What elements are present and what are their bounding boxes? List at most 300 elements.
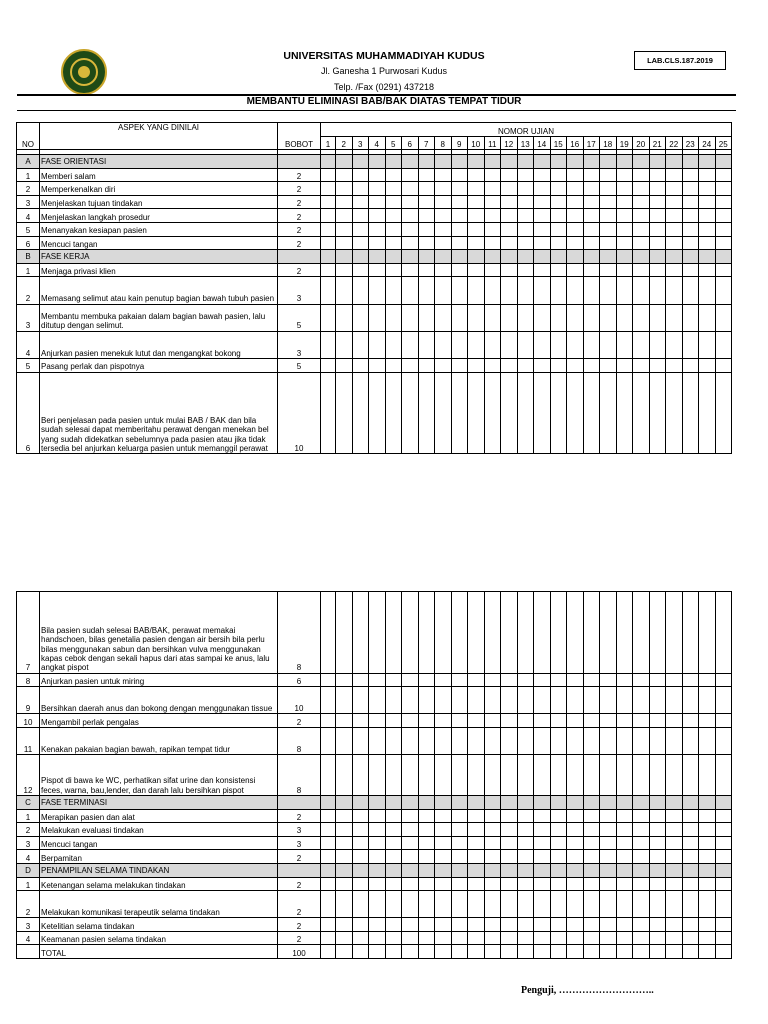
score-cell: [567, 222, 584, 236]
exam-number-21: 21: [649, 137, 666, 150]
score-cell: [600, 727, 617, 754]
score-cell: [321, 182, 336, 196]
score-cell: [517, 809, 534, 823]
criteria-number: 10: [17, 714, 40, 728]
score-cell: [484, 331, 501, 358]
score-cell: [321, 809, 336, 823]
criteria-number: 1: [17, 809, 40, 823]
score-cell: [633, 714, 650, 728]
score-cell: [435, 182, 452, 196]
score-cell: [666, 222, 683, 236]
score-cell: [633, 809, 650, 823]
score-cell: [501, 755, 518, 796]
score-cell: [649, 304, 666, 331]
criteria-text: Ketelitian selama tindakan: [40, 918, 278, 932]
score-cell: [321, 918, 336, 932]
score-cell: [385, 714, 402, 728]
score-cell: [550, 945, 567, 959]
score-cell: [583, 850, 600, 864]
score-cell: [550, 222, 567, 236]
exam-number-17: 17: [583, 137, 600, 150]
score-cell: [451, 372, 468, 454]
score-cell: [534, 592, 551, 674]
score-cell: [369, 795, 386, 809]
score-cell: [616, 331, 633, 358]
score-cell: [534, 168, 551, 182]
score-cell: [666, 592, 683, 674]
score-cell: [484, 358, 501, 372]
score-cell: [402, 222, 419, 236]
score-cell: [402, 168, 419, 182]
score-cell: [418, 714, 435, 728]
score-cell: [600, 236, 617, 250]
score-cell: [666, 714, 683, 728]
score-cell: [321, 304, 336, 331]
criteria-bobot: 2: [278, 918, 321, 932]
score-cell: [402, 263, 419, 277]
score-cell: [699, 836, 716, 850]
score-cell: [649, 168, 666, 182]
score-cell: [649, 931, 666, 945]
criteria-bobot: 2: [278, 809, 321, 823]
score-cell: [402, 236, 419, 250]
score-cell: [633, 823, 650, 837]
score-cell: [616, 277, 633, 304]
score-cell: [583, 250, 600, 264]
score-cell: [484, 304, 501, 331]
score-cell: [715, 863, 732, 877]
assessment-table-part-1: [16, 122, 732, 454]
score-cell: [418, 687, 435, 714]
score-cell: [600, 836, 617, 850]
score-cell: [682, 331, 699, 358]
score-cell: [321, 673, 336, 687]
score-cell: [451, 195, 468, 209]
score-cell: [468, 263, 485, 277]
score-cell: [699, 304, 716, 331]
criteria-bobot: 2: [278, 222, 321, 236]
score-cell: [385, 755, 402, 796]
score-cell: [616, 155, 633, 169]
score-cell: [484, 809, 501, 823]
score-cell: [633, 727, 650, 754]
score-cell: [418, 304, 435, 331]
score-cell: [501, 182, 518, 196]
score-cell: [633, 673, 650, 687]
exam-number-18: 18: [600, 137, 617, 150]
score-cell: [451, 850, 468, 864]
score-cell: [715, 673, 732, 687]
score-cell: [550, 155, 567, 169]
score-cell: [534, 673, 551, 687]
score-cell: [567, 195, 584, 209]
score-cell: [468, 727, 485, 754]
criteria-bobot: 2: [278, 931, 321, 945]
university-address: Jl. Ganesha 1 Purwosari Kudus: [320, 66, 448, 76]
score-cell: [418, 877, 435, 891]
score-cell: [336, 331, 353, 358]
score-cell: [699, 755, 716, 796]
score-cell: [336, 891, 353, 918]
score-cell: [435, 850, 452, 864]
score-cell: [369, 823, 386, 837]
score-cell: [418, 727, 435, 754]
score-cell: [699, 182, 716, 196]
score-cell: [715, 755, 732, 796]
score-cell: [484, 222, 501, 236]
score-cell: [501, 931, 518, 945]
score-cell: [567, 918, 584, 932]
score-cell: [649, 823, 666, 837]
exam-number-23: 23: [682, 137, 699, 150]
score-cell: [321, 250, 336, 264]
criteria-row: [17, 755, 732, 796]
exam-number-10: 10: [468, 137, 485, 150]
score-cell: [682, 592, 699, 674]
score-cell: [501, 277, 518, 304]
score-cell: [336, 714, 353, 728]
criteria-number: 4: [17, 331, 40, 358]
score-cell: [600, 209, 617, 223]
score-cell: [550, 277, 567, 304]
criteria-row: [17, 836, 732, 850]
score-cell: [336, 727, 353, 754]
score-cell: [616, 372, 633, 454]
score-cell: [321, 358, 336, 372]
score-cell: [435, 795, 452, 809]
score-cell: [385, 331, 402, 358]
score-cell: [418, 331, 435, 358]
score-cell: [534, 331, 551, 358]
score-cell: [435, 331, 452, 358]
score-cell: [435, 836, 452, 850]
score-cell: [352, 209, 369, 223]
score-cell: [616, 168, 633, 182]
score-cell: [336, 592, 353, 674]
exam-number-5: 5: [385, 137, 402, 150]
score-cell: [583, 714, 600, 728]
score-cell: [550, 809, 567, 823]
score-cell: [321, 592, 336, 674]
criteria-text: TOTAL: [40, 945, 278, 959]
score-cell: [435, 168, 452, 182]
score-cell: [567, 863, 584, 877]
score-cell: [484, 687, 501, 714]
score-cell: [484, 236, 501, 250]
score-cell: [550, 836, 567, 850]
score-cell: [369, 727, 386, 754]
criteria-bobot: 3: [278, 277, 321, 304]
score-cell: [534, 877, 551, 891]
score-cell: [418, 795, 435, 809]
score-cell: [352, 168, 369, 182]
score-cell: [321, 236, 336, 250]
score-cell: [517, 836, 534, 850]
criteria-text: Membantu membuka pakaian dalam bagian bawah pasien, lalu ditutup dengan selimut.: [40, 304, 278, 331]
score-cell: [352, 795, 369, 809]
score-cell: [435, 809, 452, 823]
score-cell: [484, 891, 501, 918]
score-cell: [567, 687, 584, 714]
score-cell: [418, 863, 435, 877]
criteria-bobot: 8: [278, 592, 321, 674]
score-cell: [418, 809, 435, 823]
score-cell: [336, 236, 353, 250]
score-cell: [402, 727, 419, 754]
score-cell: [633, 304, 650, 331]
criteria-number: 2: [17, 277, 40, 304]
score-cell: [336, 277, 353, 304]
score-cell: [649, 182, 666, 196]
score-cell: [583, 263, 600, 277]
score-cell: [633, 877, 650, 891]
score-cell: [418, 236, 435, 250]
score-cell: [616, 755, 633, 796]
score-cell: [666, 918, 683, 932]
score-cell: [369, 592, 386, 674]
score-cell: [385, 277, 402, 304]
score-cell: [501, 714, 518, 728]
score-cell: [369, 209, 386, 223]
score-cell: [715, 182, 732, 196]
score-cell: [517, 945, 534, 959]
score-cell: [583, 863, 600, 877]
score-cell: [484, 592, 501, 674]
score-cell: [451, 250, 468, 264]
score-cell: [633, 277, 650, 304]
score-cell: [418, 755, 435, 796]
score-cell: [699, 687, 716, 714]
score-cell: [321, 727, 336, 754]
score-cell: [451, 277, 468, 304]
section-label: PENAMPILAN SELAMA TINDAKAN: [40, 863, 278, 877]
score-cell: [418, 263, 435, 277]
score-cell: [534, 182, 551, 196]
score-cell: [385, 836, 402, 850]
score-cell: [418, 823, 435, 837]
criteria-number: 6: [17, 236, 40, 250]
score-cell: [369, 195, 386, 209]
score-cell: [402, 931, 419, 945]
score-cell: [435, 277, 452, 304]
score-cell: [501, 727, 518, 754]
score-cell: [402, 372, 419, 454]
score-cell: [369, 850, 386, 864]
score-cell: [715, 918, 732, 932]
criteria-bobot: 10: [278, 372, 321, 454]
score-cell: [517, 277, 534, 304]
score-cell: [600, 372, 617, 454]
score-cell: [451, 209, 468, 223]
score-cell: [468, 945, 485, 959]
score-cell: [385, 823, 402, 837]
score-cell: [666, 195, 683, 209]
score-cell: [699, 209, 716, 223]
score-cell: [369, 358, 386, 372]
score-cell: [633, 687, 650, 714]
criteria-bobot: 2: [278, 850, 321, 864]
score-cell: [699, 250, 716, 264]
score-cell: [385, 809, 402, 823]
score-cell: [600, 263, 617, 277]
score-cell: [385, 236, 402, 250]
score-cell: [484, 195, 501, 209]
score-cell: [517, 592, 534, 674]
score-cell: [484, 945, 501, 959]
score-cell: [402, 877, 419, 891]
score-cell: [616, 195, 633, 209]
score-cell: [583, 945, 600, 959]
score-cell: [352, 755, 369, 796]
score-cell: [600, 222, 617, 236]
score-cell: [418, 372, 435, 454]
score-cell: [666, 168, 683, 182]
score-cell: [321, 277, 336, 304]
criteria-number: [17, 945, 40, 959]
score-cell: [321, 195, 336, 209]
criteria-text: Berpamitan: [40, 850, 278, 864]
score-cell: [435, 195, 452, 209]
score-cell: [517, 331, 534, 358]
score-cell: [484, 727, 501, 754]
score-cell: [534, 727, 551, 754]
section-bobot-cell: [278, 250, 321, 264]
score-cell: [567, 277, 584, 304]
criteria-number: 1: [17, 877, 40, 891]
score-cell: [336, 304, 353, 331]
exam-number-4: 4: [369, 137, 386, 150]
score-cell: [402, 155, 419, 169]
score-cell: [682, 755, 699, 796]
score-cell: [517, 714, 534, 728]
criteria-text: Bila pasien sudah selesai BAB/BAK, perawat memakai handschoen, bilas genetalia pasien dengan air bersih bila perlu bilas menggunakan sabun dan bersihkan vulva menggunakan kapas cebok dengan sekali hapus dari atas sampai ke anus, lalu angkat pispot: [40, 592, 278, 674]
score-cell: [369, 891, 386, 918]
criteria-number: 2: [17, 823, 40, 837]
score-cell: [682, 687, 699, 714]
score-cell: [567, 304, 584, 331]
score-cell: [501, 836, 518, 850]
score-cell: [369, 155, 386, 169]
score-cell: [336, 209, 353, 223]
score-cell: [682, 168, 699, 182]
score-cell: [517, 687, 534, 714]
score-cell: [352, 823, 369, 837]
score-cell: [321, 155, 336, 169]
score-cell: [321, 263, 336, 277]
score-cell: [435, 891, 452, 918]
criteria-text: Kenakan pakaian bagian bawah, rapikan tempat tidur: [40, 727, 278, 754]
score-cell: [567, 263, 584, 277]
criteria-row: [17, 687, 732, 714]
criteria-bobot: 5: [278, 304, 321, 331]
score-cell: [385, 155, 402, 169]
score-cell: [369, 714, 386, 728]
score-cell: [468, 673, 485, 687]
score-cell: [550, 168, 567, 182]
score-cell: [583, 795, 600, 809]
score-cell: [468, 331, 485, 358]
criteria-row: [17, 931, 732, 945]
score-cell: [402, 209, 419, 223]
score-cell: [484, 277, 501, 304]
score-cell: [649, 209, 666, 223]
score-cell: [715, 714, 732, 728]
criteria-text: Beri penjelasan pada pasien untuk mulai BAB / BAK dan bila sudah selesai dapat memberitahu perawat dengan menekan bel yang sudah didekatkan sebelumnya pada pasien atau jika tidak tersedia bel anjurkan keluarga pasien untuk memanggil perawat: [40, 372, 278, 454]
score-cell: [352, 931, 369, 945]
criteria-text: Anjurkan pasien untuk miring: [40, 673, 278, 687]
score-cell: [468, 755, 485, 796]
criteria-text: Merapikan pasien dan alat: [40, 809, 278, 823]
score-cell: [682, 945, 699, 959]
score-cell: [468, 168, 485, 182]
score-cell: [633, 263, 650, 277]
score-cell: [369, 918, 386, 932]
score-cell: [385, 182, 402, 196]
score-cell: [715, 236, 732, 250]
score-cell: [352, 222, 369, 236]
criteria-bobot: 3: [278, 836, 321, 850]
score-cell: [435, 263, 452, 277]
criteria-row: [17, 331, 732, 358]
score-cell: [321, 863, 336, 877]
score-cell: [385, 863, 402, 877]
score-cell: [336, 850, 353, 864]
score-cell: [321, 755, 336, 796]
score-cell: [352, 304, 369, 331]
criteria-bobot: 2: [278, 168, 321, 182]
score-cell: [649, 891, 666, 918]
score-cell: [517, 850, 534, 864]
score-cell: [567, 331, 584, 358]
score-cell: [484, 877, 501, 891]
score-cell: [321, 331, 336, 358]
criteria-bobot: 2: [278, 236, 321, 250]
score-cell: [682, 182, 699, 196]
score-cell: [583, 755, 600, 796]
score-cell: [484, 250, 501, 264]
score-cell: [633, 236, 650, 250]
criteria-bobot: 2: [278, 891, 321, 918]
score-cell: [567, 155, 584, 169]
score-cell: [550, 592, 567, 674]
score-cell: [435, 592, 452, 674]
score-cell: [385, 891, 402, 918]
score-cell: [616, 209, 633, 223]
score-cell: [583, 372, 600, 454]
score-cell: [336, 250, 353, 264]
criteria-text: Mencuci tangan: [40, 236, 278, 250]
score-cell: [352, 891, 369, 918]
score-cell: [352, 850, 369, 864]
score-cell: [550, 331, 567, 358]
score-cell: [616, 945, 633, 959]
score-cell: [385, 304, 402, 331]
score-cell: [468, 195, 485, 209]
criteria-row: [17, 277, 732, 304]
score-cell: [550, 877, 567, 891]
score-cell: [451, 155, 468, 169]
score-cell: [352, 714, 369, 728]
criteria-number: 2: [17, 182, 40, 196]
score-cell: [715, 304, 732, 331]
score-cell: [666, 795, 683, 809]
score-cell: [666, 863, 683, 877]
score-cell: [418, 931, 435, 945]
exam-number-8: 8: [435, 137, 452, 150]
score-cell: [451, 168, 468, 182]
criteria-bobot: 2: [278, 195, 321, 209]
score-cell: [402, 331, 419, 358]
